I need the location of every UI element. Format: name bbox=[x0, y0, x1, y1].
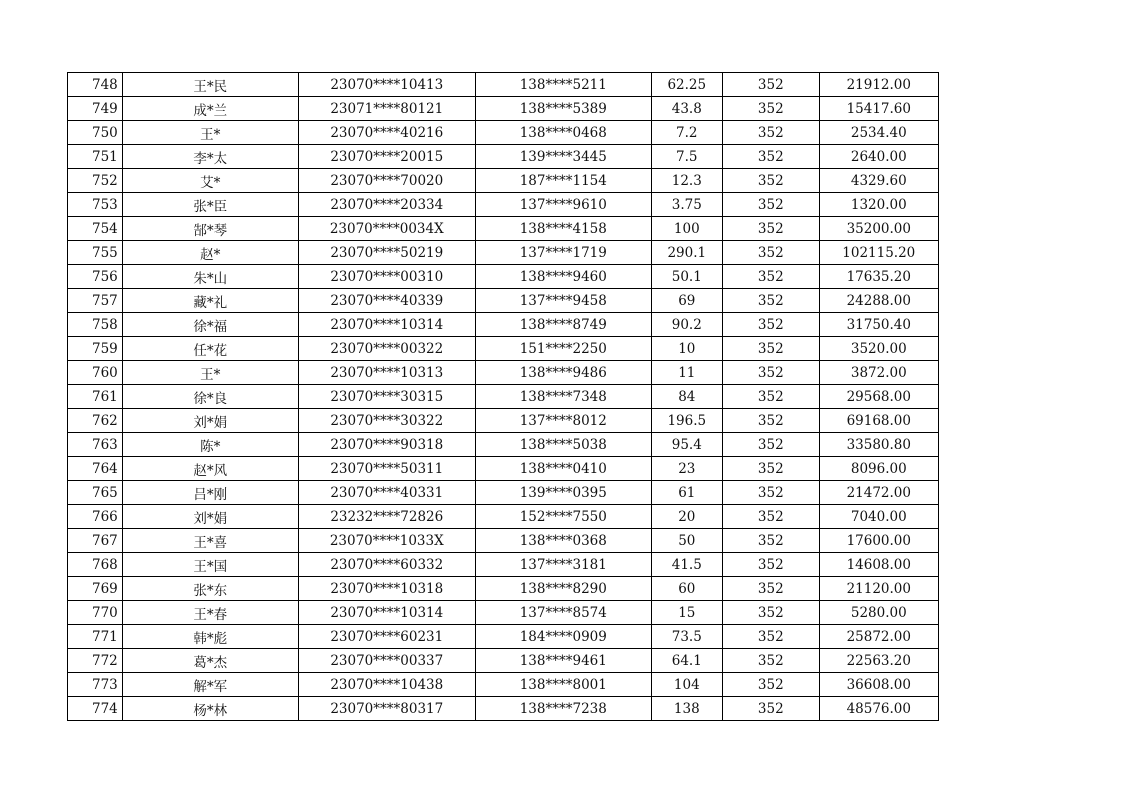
table-row bbox=[68, 481, 939, 505]
table-body bbox=[68, 73, 939, 721]
quantity-cell: 62.25 bbox=[651, 73, 722, 97]
rate-cell: 352 bbox=[722, 241, 819, 265]
id-number-cell: 23070****10313 bbox=[298, 361, 475, 385]
amount-cell: 24288.00 bbox=[819, 289, 938, 313]
phone-cell: 138****9461 bbox=[475, 649, 651, 673]
row-number-cell: 767 bbox=[68, 529, 123, 553]
amount-cell: 33580.80 bbox=[819, 433, 938, 457]
phone-cell: 137****8012 bbox=[475, 409, 651, 433]
name-cell: 王*喜 bbox=[122, 529, 298, 553]
id-number-cell: 23070****40339 bbox=[298, 289, 475, 313]
rate-cell: 352 bbox=[722, 553, 819, 577]
phone-cell: 137****8574 bbox=[475, 601, 651, 625]
rate-cell: 352 bbox=[722, 313, 819, 337]
row-number-cell: 771 bbox=[68, 625, 123, 649]
phone-cell: 151****2250 bbox=[475, 337, 651, 361]
rate-cell: 352 bbox=[722, 121, 819, 145]
table-row bbox=[68, 385, 939, 409]
table-row bbox=[68, 625, 939, 649]
phone-cell: 137****9610 bbox=[475, 193, 651, 217]
rate-cell: 352 bbox=[722, 337, 819, 361]
row-number-cell: 752 bbox=[68, 169, 123, 193]
table-row bbox=[68, 97, 939, 121]
phone-cell: 138****5038 bbox=[475, 433, 651, 457]
name-cell: 王*国 bbox=[122, 553, 298, 577]
row-number-cell: 762 bbox=[68, 409, 123, 433]
table-row bbox=[68, 73, 939, 97]
row-number-cell: 769 bbox=[68, 577, 123, 601]
amount-cell: 5280.00 bbox=[819, 601, 938, 625]
table-row bbox=[68, 433, 939, 457]
quantity-cell: 104 bbox=[651, 673, 722, 697]
id-number-cell: 23070****10413 bbox=[298, 73, 475, 97]
id-number-cell: 23070****20015 bbox=[298, 145, 475, 169]
rate-cell: 352 bbox=[722, 385, 819, 409]
phone-cell: 138****9460 bbox=[475, 265, 651, 289]
amount-cell: 36608.00 bbox=[819, 673, 938, 697]
row-number-cell: 772 bbox=[68, 649, 123, 673]
id-number-cell: 23232****72826 bbox=[298, 505, 475, 529]
rate-cell: 352 bbox=[722, 289, 819, 313]
id-number-cell: 23071****80121 bbox=[298, 97, 475, 121]
row-number-cell: 765 bbox=[68, 481, 123, 505]
row-number-cell: 766 bbox=[68, 505, 123, 529]
quantity-cell: 138 bbox=[651, 697, 722, 721]
quantity-cell: 15 bbox=[651, 601, 722, 625]
phone-cell: 137****3181 bbox=[475, 553, 651, 577]
row-number-cell: 753 bbox=[68, 193, 123, 217]
quantity-cell: 61 bbox=[651, 481, 722, 505]
quantity-cell: 95.4 bbox=[651, 433, 722, 457]
table-row bbox=[68, 193, 939, 217]
quantity-cell: 50.1 bbox=[651, 265, 722, 289]
name-cell: 郜*琴 bbox=[122, 217, 298, 241]
quantity-cell: 3.75 bbox=[651, 193, 722, 217]
table-row bbox=[68, 697, 939, 721]
table-row bbox=[68, 505, 939, 529]
phone-cell: 138****0468 bbox=[475, 121, 651, 145]
id-number-cell: 23070****10438 bbox=[298, 673, 475, 697]
amount-cell: 21912.00 bbox=[819, 73, 938, 97]
row-number-cell: 751 bbox=[68, 145, 123, 169]
name-cell: 王*春 bbox=[122, 601, 298, 625]
id-number-cell: 23070****30322 bbox=[298, 409, 475, 433]
amount-cell: 3872.00 bbox=[819, 361, 938, 385]
rate-cell: 352 bbox=[722, 457, 819, 481]
name-cell: 艾* bbox=[122, 169, 298, 193]
amount-cell: 22563.20 bbox=[819, 649, 938, 673]
amount-cell: 3520.00 bbox=[819, 337, 938, 361]
table-row bbox=[68, 457, 939, 481]
phone-cell: 137****9458 bbox=[475, 289, 651, 313]
quantity-cell: 60 bbox=[651, 577, 722, 601]
amount-cell: 17635.20 bbox=[819, 265, 938, 289]
name-cell: 赵* bbox=[122, 241, 298, 265]
phone-cell: 138****8749 bbox=[475, 313, 651, 337]
id-number-cell: 23070****00310 bbox=[298, 265, 475, 289]
name-cell: 任*花 bbox=[122, 337, 298, 361]
id-number-cell: 23070****0034X bbox=[298, 217, 475, 241]
phone-cell: 138****5389 bbox=[475, 97, 651, 121]
name-cell: 吕*刚 bbox=[122, 481, 298, 505]
quantity-cell: 69 bbox=[651, 289, 722, 313]
rate-cell: 352 bbox=[722, 673, 819, 697]
rate-cell: 352 bbox=[722, 265, 819, 289]
data-table bbox=[67, 72, 939, 721]
name-cell: 张*东 bbox=[122, 577, 298, 601]
name-cell: 王*民 bbox=[122, 73, 298, 97]
amount-cell: 2640.00 bbox=[819, 145, 938, 169]
rate-cell: 352 bbox=[722, 217, 819, 241]
phone-cell: 152****7550 bbox=[475, 505, 651, 529]
row-number-cell: 748 bbox=[68, 73, 123, 97]
row-number-cell: 763 bbox=[68, 433, 123, 457]
table-row bbox=[68, 289, 939, 313]
row-number-cell: 754 bbox=[68, 217, 123, 241]
amount-cell: 69168.00 bbox=[819, 409, 938, 433]
row-number-cell: 768 bbox=[68, 553, 123, 577]
phone-cell: 138****8290 bbox=[475, 577, 651, 601]
amount-cell: 4329.60 bbox=[819, 169, 938, 193]
rate-cell: 352 bbox=[722, 481, 819, 505]
table-row bbox=[68, 265, 939, 289]
amount-cell: 35200.00 bbox=[819, 217, 938, 241]
quantity-cell: 290.1 bbox=[651, 241, 722, 265]
row-number-cell: 755 bbox=[68, 241, 123, 265]
name-cell: 王* bbox=[122, 121, 298, 145]
name-cell: 张*臣 bbox=[122, 193, 298, 217]
quantity-cell: 20 bbox=[651, 505, 722, 529]
table-row bbox=[68, 649, 939, 673]
row-number-cell: 764 bbox=[68, 457, 123, 481]
row-number-cell: 774 bbox=[68, 697, 123, 721]
id-number-cell: 23070****50219 bbox=[298, 241, 475, 265]
amount-cell: 48576.00 bbox=[819, 697, 938, 721]
amount-cell: 17600.00 bbox=[819, 529, 938, 553]
quantity-cell: 7.5 bbox=[651, 145, 722, 169]
table-row bbox=[68, 577, 939, 601]
phone-cell: 138****5211 bbox=[475, 73, 651, 97]
row-number-cell: 759 bbox=[68, 337, 123, 361]
row-number-cell: 760 bbox=[68, 361, 123, 385]
phone-cell: 138****9486 bbox=[475, 361, 651, 385]
name-cell: 葛*杰 bbox=[122, 649, 298, 673]
row-number-cell: 750 bbox=[68, 121, 123, 145]
id-number-cell: 23070****50311 bbox=[298, 457, 475, 481]
quantity-cell: 84 bbox=[651, 385, 722, 409]
row-number-cell: 758 bbox=[68, 313, 123, 337]
name-cell: 藏*礼 bbox=[122, 289, 298, 313]
amount-cell: 8096.00 bbox=[819, 457, 938, 481]
amount-cell: 7040.00 bbox=[819, 505, 938, 529]
table-row bbox=[68, 313, 939, 337]
quantity-cell: 10 bbox=[651, 337, 722, 361]
rate-cell: 352 bbox=[722, 145, 819, 169]
phone-cell: 138****7238 bbox=[475, 697, 651, 721]
quantity-cell: 12.3 bbox=[651, 169, 722, 193]
rate-cell: 352 bbox=[722, 649, 819, 673]
name-cell: 刘*娟 bbox=[122, 409, 298, 433]
amount-cell: 25872.00 bbox=[819, 625, 938, 649]
phone-cell: 138****8001 bbox=[475, 673, 651, 697]
id-number-cell: 23070****20334 bbox=[298, 193, 475, 217]
table-row bbox=[68, 529, 939, 553]
table-row bbox=[68, 673, 939, 697]
amount-cell: 21472.00 bbox=[819, 481, 938, 505]
amount-cell: 15417.60 bbox=[819, 97, 938, 121]
id-number-cell: 23070****10314 bbox=[298, 601, 475, 625]
amount-cell: 29568.00 bbox=[819, 385, 938, 409]
row-number-cell: 761 bbox=[68, 385, 123, 409]
name-cell: 徐*良 bbox=[122, 385, 298, 409]
phone-cell: 184****0909 bbox=[475, 625, 651, 649]
rate-cell: 352 bbox=[722, 697, 819, 721]
name-cell: 韩*彪 bbox=[122, 625, 298, 649]
amount-cell: 1320.00 bbox=[819, 193, 938, 217]
phone-cell: 139****0395 bbox=[475, 481, 651, 505]
rate-cell: 352 bbox=[722, 529, 819, 553]
phone-cell: 187****1154 bbox=[475, 169, 651, 193]
rate-cell: 352 bbox=[722, 577, 819, 601]
phone-cell: 137****1719 bbox=[475, 241, 651, 265]
rate-cell: 352 bbox=[722, 193, 819, 217]
name-cell: 李*太 bbox=[122, 145, 298, 169]
id-number-cell: 23070****1033X bbox=[298, 529, 475, 553]
quantity-cell: 7.2 bbox=[651, 121, 722, 145]
id-number-cell: 23070****00337 bbox=[298, 649, 475, 673]
quantity-cell: 90.2 bbox=[651, 313, 722, 337]
rate-cell: 352 bbox=[722, 409, 819, 433]
amount-cell: 31750.40 bbox=[819, 313, 938, 337]
table-row bbox=[68, 121, 939, 145]
quantity-cell: 73.5 bbox=[651, 625, 722, 649]
table-row bbox=[68, 337, 939, 361]
rate-cell: 352 bbox=[722, 361, 819, 385]
id-number-cell: 23070****40331 bbox=[298, 481, 475, 505]
name-cell: 徐*福 bbox=[122, 313, 298, 337]
name-cell: 成*兰 bbox=[122, 97, 298, 121]
phone-cell: 138****0410 bbox=[475, 457, 651, 481]
row-number-cell: 770 bbox=[68, 601, 123, 625]
id-number-cell: 23070****10318 bbox=[298, 577, 475, 601]
phone-cell: 138****0368 bbox=[475, 529, 651, 553]
name-cell: 朱*山 bbox=[122, 265, 298, 289]
rate-cell: 352 bbox=[722, 505, 819, 529]
table-row bbox=[68, 241, 939, 265]
id-number-cell: 23070****40216 bbox=[298, 121, 475, 145]
table-row bbox=[68, 145, 939, 169]
quantity-cell: 41.5 bbox=[651, 553, 722, 577]
table-row bbox=[68, 553, 939, 577]
name-cell: 刘*娟 bbox=[122, 505, 298, 529]
quantity-cell: 43.8 bbox=[651, 97, 722, 121]
quantity-cell: 11 bbox=[651, 361, 722, 385]
id-number-cell: 23070****00322 bbox=[298, 337, 475, 361]
name-cell: 解*军 bbox=[122, 673, 298, 697]
id-number-cell: 23070****30315 bbox=[298, 385, 475, 409]
rate-cell: 352 bbox=[722, 601, 819, 625]
table-row bbox=[68, 409, 939, 433]
amount-cell: 14608.00 bbox=[819, 553, 938, 577]
quantity-cell: 50 bbox=[651, 529, 722, 553]
quantity-cell: 196.5 bbox=[651, 409, 722, 433]
name-cell: 王* bbox=[122, 361, 298, 385]
id-number-cell: 23070****60231 bbox=[298, 625, 475, 649]
amount-cell: 21120.00 bbox=[819, 577, 938, 601]
id-number-cell: 23070****70020 bbox=[298, 169, 475, 193]
name-cell: 赵*风 bbox=[122, 457, 298, 481]
rate-cell: 352 bbox=[722, 169, 819, 193]
table-row bbox=[68, 601, 939, 625]
amount-cell: 2534.40 bbox=[819, 121, 938, 145]
id-number-cell: 23070****90318 bbox=[298, 433, 475, 457]
rate-cell: 352 bbox=[722, 97, 819, 121]
name-cell: 杨*林 bbox=[122, 697, 298, 721]
table-row bbox=[68, 361, 939, 385]
row-number-cell: 749 bbox=[68, 97, 123, 121]
row-number-cell: 756 bbox=[68, 265, 123, 289]
name-cell: 陈* bbox=[122, 433, 298, 457]
quantity-cell: 64.1 bbox=[651, 649, 722, 673]
table-row bbox=[68, 217, 939, 241]
id-number-cell: 23070****60332 bbox=[298, 553, 475, 577]
row-number-cell: 773 bbox=[68, 673, 123, 697]
quantity-cell: 100 bbox=[651, 217, 722, 241]
rate-cell: 352 bbox=[722, 625, 819, 649]
rate-cell: 352 bbox=[722, 73, 819, 97]
id-number-cell: 23070****80317 bbox=[298, 697, 475, 721]
phone-cell: 138****7348 bbox=[475, 385, 651, 409]
rate-cell: 352 bbox=[722, 433, 819, 457]
amount-cell: 102115.20 bbox=[819, 241, 938, 265]
phone-cell: 139****3445 bbox=[475, 145, 651, 169]
row-number-cell: 757 bbox=[68, 289, 123, 313]
table-row bbox=[68, 169, 939, 193]
id-number-cell: 23070****10314 bbox=[298, 313, 475, 337]
phone-cell: 138****4158 bbox=[475, 217, 651, 241]
quantity-cell: 23 bbox=[651, 457, 722, 481]
